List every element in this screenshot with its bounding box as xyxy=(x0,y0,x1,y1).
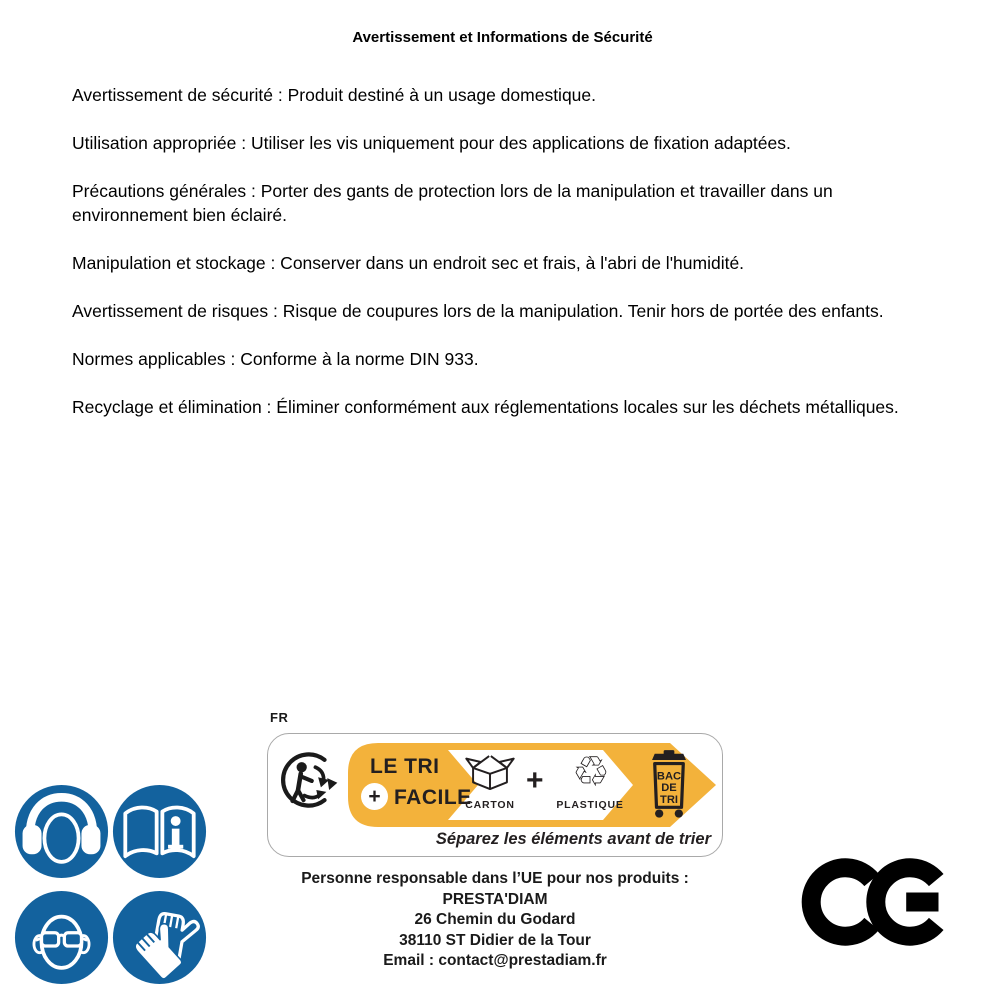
paragraph-safety-warning: Avertissement de sécurité : Produit destiné à un usage domestique. xyxy=(72,85,597,105)
materials-plus-sign: + xyxy=(526,764,544,797)
tri-facile-card xyxy=(267,733,723,857)
address-street: 26 Chemin du Godard xyxy=(414,911,576,928)
responsible-intro-line: Personne responsable dans l’UE pour nos produits : xyxy=(301,870,689,887)
mandatory-safety-icons xyxy=(14,784,207,985)
material-label-plastique: PLASTIQUE xyxy=(556,799,624,811)
sorting-tagline: Séparez les éléments avant de trier xyxy=(435,830,711,848)
safety-text-block xyxy=(72,83,942,443)
recycling-triangle-icon: ♲ xyxy=(572,747,610,796)
responsible-person-block xyxy=(240,869,750,972)
tri-facile-banner xyxy=(348,743,718,827)
company-name: PRESTA'DIAM xyxy=(442,890,548,908)
country-code: FR xyxy=(270,710,289,725)
paragraph-standards: Normes applicables : Conforme à la norme DIN 933. xyxy=(72,349,479,369)
tri-facile-text-line1: LE TRI xyxy=(370,755,440,778)
contact-email: Email : contact@prestadiam.fr xyxy=(383,952,607,969)
material-label-carton: CARTON xyxy=(465,799,515,811)
recycling-info-label xyxy=(267,710,723,857)
paragraph-appropriate-use: Utilisation appropriée : Utiliser les vis uniquement pour des applications de fixation adaptées. xyxy=(72,133,791,153)
cardboard-box-icon xyxy=(462,751,518,795)
wear-eye-protection-icon xyxy=(14,890,109,985)
paragraph-handling-storage: Manipulation et stockage : Conserver dans un endroit sec et frais, à l'abri de l'humidité. xyxy=(72,253,745,273)
page-title: Avertissement et Informations de Sécurité xyxy=(352,29,653,46)
paragraph-risk-warning: Avertissement de risques : Risque de coupures lors de la manipulation. Tenir hors de portée des enfants. xyxy=(72,301,884,321)
address-city: 38110 ST Didier de la Tour xyxy=(399,931,591,949)
plus-sign: + xyxy=(368,785,381,808)
wear-protective-gloves-icon xyxy=(112,890,207,985)
paragraph-general-precautions: Précautions générales : Porter des gants de protection lors de la manipulation et travailler dans un environnement bien éclairé. xyxy=(72,181,833,225)
tri-facile-text-line2: FACILE xyxy=(394,786,472,809)
wear-ear-protection-icon xyxy=(14,784,109,879)
bin-label-line3: TRI xyxy=(660,793,678,806)
triman-icon xyxy=(277,747,341,813)
bin-label-line1: BAC xyxy=(656,770,682,783)
bin-label-line2: DE xyxy=(661,782,677,795)
plus-circle-icon xyxy=(361,783,388,810)
read-instruction-manual-icon xyxy=(112,784,207,879)
sorting-bin-icon xyxy=(644,749,694,821)
ce-mark-icon xyxy=(796,852,948,952)
paragraph-recycling: Recyclage et élimination : Éliminer conformément aux réglementations locales sur les déchets métalliques. xyxy=(72,397,899,417)
